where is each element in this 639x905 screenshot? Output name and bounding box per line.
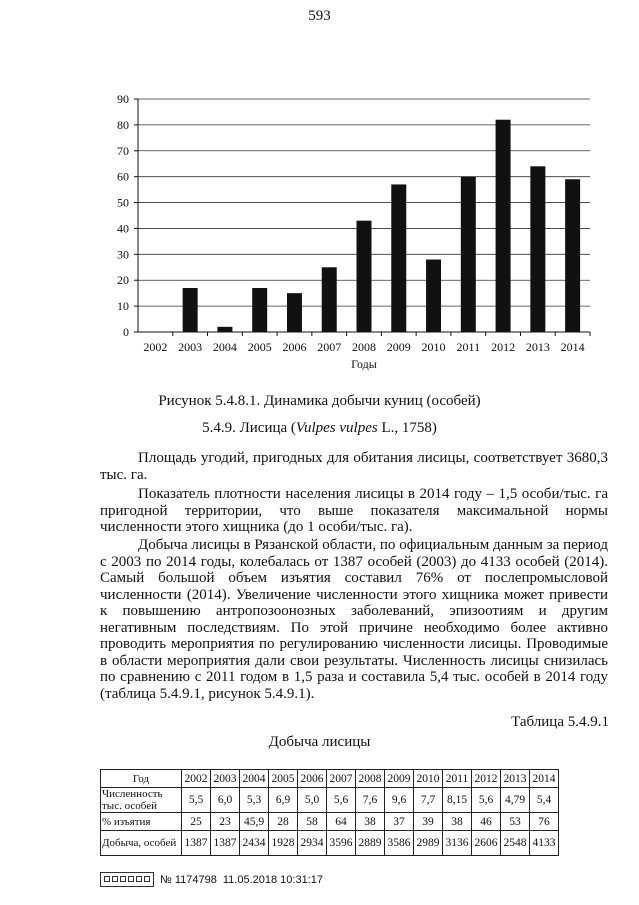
bar-2014 [565,179,580,332]
bar-2011 [461,177,476,332]
paragraph-2 [100,486,608,536]
x-tick-label: 2013 [525,340,550,354]
x-tick-label: 2012 [491,340,516,354]
table-row-label: Численность тыс. особей [101,788,182,813]
x-tick-label: 2005 [247,340,272,354]
table-cell: 37 [385,813,414,831]
bar-2006 [287,293,302,332]
table-cell: 4,79 [501,788,530,813]
table-cell: 5,4 [530,788,559,813]
y-tick-label: 0 [123,325,129,339]
table-row [101,831,559,856]
table-cell: 5,6 [472,788,501,813]
table-cell: 4133 [530,831,559,856]
y-tick-label: 80 [117,117,129,132]
table-cell: 3586 [385,831,414,856]
y-tick-label: 40 [117,221,129,236]
table-cell: 23 [211,813,240,831]
table-row-label: Добыча, особей [101,831,182,856]
footer-timestamp: 11.05.2018 10:31:17 [222,873,323,886]
table-cell: 2889 [356,831,385,856]
bar-2007 [322,267,337,332]
table-row-label: % изъятия [101,813,182,831]
table-cell: 46 [472,813,501,831]
y-tick-label: 30 [117,247,129,262]
section-heading [0,420,639,437]
table-header-row [101,770,559,788]
bar-2012 [496,120,511,332]
table-row [101,788,559,813]
table-cell: 53 [501,813,530,831]
table-year-cell: 2009 [385,770,414,788]
x-tick-label: 2006 [282,340,307,354]
table-year-cell: 2010 [414,770,443,788]
table-cell: 5,6 [327,788,356,813]
paragraph-1 [100,450,608,483]
figure-caption: Рисунок 5.4.8.1. Динамика добычи куниц (особей) [158,393,481,409]
x-tick-label: 2009 [386,340,411,354]
y-tick-label: 70 [117,143,129,158]
table-cell: 6,9 [269,788,298,813]
table-cell: 5,5 [182,788,211,813]
table-cell: 39 [414,813,443,831]
table-cell: 2434 [240,831,269,856]
table-cell: 38 [356,813,385,831]
table-year-cell: 2012 [472,770,501,788]
x-axis-label: Годы [351,357,377,371]
table-year-cell: 2013 [501,770,530,788]
paragraph-2-text: Показатель плотности населения лисицы в 2014 году – 1,5 особи/тыс. га пригодной территории, что выше показателя максимальной нормы численности этого хищника (до 1 особи/тыс. га). [100,486,608,535]
bar-2009 [391,184,406,332]
table-title: Добыча лисицы [268,734,371,750]
x-tick-label: 2010 [421,340,446,354]
table-cell: 1928 [269,831,298,856]
bar-2010 [426,260,441,332]
table-year-cell: 2002 [182,770,211,788]
table-cell: 6,0 [211,788,240,813]
y-tick-label: 20 [117,273,129,288]
table-cell: 9,6 [385,788,414,813]
bar-chart [0,0,639,380]
table-cell: 58 [298,813,327,831]
y-tick-label: 50 [117,195,129,210]
table-year-cell: 2007 [327,770,356,788]
paragraph-1-text: Площадь угодий, пригодных для обитания лисицы, соответствует 3680,3 тыс. га. [100,450,608,483]
table-year-cell: 2005 [269,770,298,788]
y-tick-label: 90 [117,92,129,106]
paragraph-3 [100,537,608,702]
x-tick-label: 2011 [456,340,481,354]
x-tick-label: 2008 [352,340,376,354]
bar-2005 [252,288,267,332]
table-cell: 28 [269,813,298,831]
table-cell: 45,9 [240,813,269,831]
table-cell: 3136 [443,831,472,856]
footer [100,872,323,887]
section-latin-name: Vulpes vulpes [295,420,378,436]
bar-2004 [217,327,232,332]
table-cell: 1387 [211,831,240,856]
stamp-icon [100,872,154,887]
table-row [101,813,559,831]
table-cell: 2548 [501,831,530,856]
paragraph-3-text: Добыча лисицы в Рязанской области, по официальным данным за период с 2003 по 2014 годы, колебалась от 1387 особей (2003) до 4133 особей (2014). Самый большой объем изъятия составил 76% от послепромысловой численности (2014). Увеличение численности этого хищника может привести к повышению антропозоонозных заболеваний, эпизоотиям и другим негативным последствиям. По этой причине необходимо более активно проводить мероприятия по регулированию численности лисицы. Проводимые в области мероприятия дали свои результаты. Численность лисицы снизилась по сравнению с 2011 годом в 1,5 раза и составила 5,4 тыс. особей в 2014 году (таблица 5.4.9.1, рисунок 5.4.9.1). [100,537,608,702]
table-cell: 7,6 [356,788,385,813]
x-tick-label: 2004 [212,340,237,354]
x-tick-label: 2002 [143,340,168,354]
table-year-cell: 2006 [298,770,327,788]
x-tick-label: 2003 [178,340,203,354]
bar-2008 [357,221,372,332]
table-cell: 3596 [327,831,356,856]
table-year-cell: 2008 [356,770,385,788]
x-tick-label: 2014 [560,340,585,354]
table-year-cell: 2014 [530,770,559,788]
table-cell: 5,3 [240,788,269,813]
x-tick-label: 2007 [317,340,342,354]
table-cell: 1387 [182,831,211,856]
table-cell: 76 [530,813,559,831]
section-suffix: L., 1758) [377,420,437,436]
table-cell: 25 [182,813,211,831]
y-tick-label: 10 [117,299,129,314]
table-cell: 38 [443,813,472,831]
table-year-cell: 2003 [211,770,240,788]
table-cell: 64 [327,813,356,831]
data-table [100,769,559,856]
table-cell: 5,0 [298,788,327,813]
table-header-cell: Год [101,770,182,788]
table-cell: 7,7 [414,788,443,813]
table-cell: 2989 [414,831,443,856]
table-cell: 2934 [298,831,327,856]
table-year-cell: 2011 [443,770,472,788]
table-label: Таблица 5.4.9.1 [511,714,609,730]
table-cell: 8,15 [443,788,472,813]
bar-2003 [183,288,198,332]
section-prefix: 5.4.9. Лисица ( [202,420,296,436]
table-year-cell: 2004 [240,770,269,788]
bar-2013 [530,166,545,332]
y-tick-label: 60 [117,169,129,184]
table-cell: 2606 [472,831,501,856]
page-number: 593 [308,8,331,24]
footer-doc-number: № 1174798 [160,873,217,886]
